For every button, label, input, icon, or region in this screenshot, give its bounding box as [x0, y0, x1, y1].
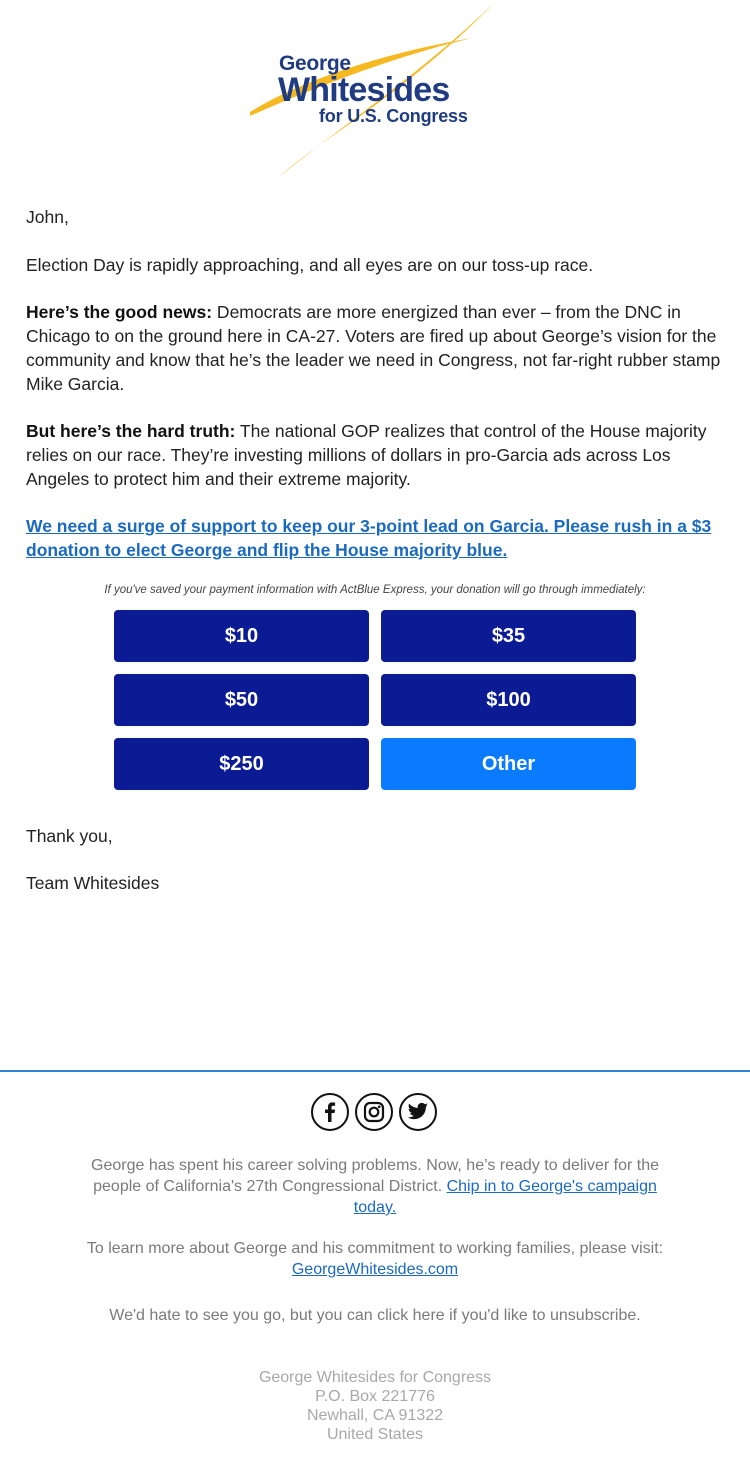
- twitter-icon[interactable]: [399, 1093, 437, 1131]
- logo-last-name: Whitesides: [278, 71, 450, 109]
- facebook-icon[interactable]: [311, 1093, 349, 1131]
- actblue-express-note: If you've saved your payment information with ActBlue Express, your donation will go through immediately:: [104, 584, 646, 596]
- footer-divider: [0, 1070, 750, 1072]
- address-line-city: Newhall, CA 91322: [306, 1407, 444, 1424]
- footer-about: [0, 1155, 750, 1218]
- donate-250-button[interactable]: $250: [114, 738, 369, 790]
- address-line-po: P.O. Box 221776: [315, 1388, 435, 1405]
- paragraph-good-news: [26, 300, 726, 396]
- unsubscribe-text[interactable]: We'd hate to see you go, but you can click here if you'd like to unsubscribe.: [109, 1307, 641, 1324]
- website-link[interactable]: GeorgeWhitesides.com: [291, 1261, 459, 1278]
- donate-100-button[interactable]: $100: [381, 674, 636, 726]
- campaign-logo: [240, 0, 510, 180]
- logo-first-name: George: [279, 52, 351, 75]
- donate-other-button[interactable]: Other: [381, 738, 636, 790]
- footer-learn-text: To learn more about George and his commitment to working families, please visit:: [86, 1240, 664, 1257]
- address-line-org: George Whitesides for Congress: [258, 1369, 492, 1386]
- donate-10-button[interactable]: $10: [114, 610, 369, 662]
- good-news-heading: Here’s the good news:: [26, 302, 213, 322]
- logo-tagline: for U.S. Congress: [319, 106, 468, 126]
- hard-truth-text: The national GOP realizes that control of the House majority relies on our race. They’re investing millions of dollars in pro-Garcia ads across Los Angeles to protect him and their extreme majority.: [26, 421, 707, 489]
- hard-truth-heading: But here’s the hard truth:: [26, 421, 236, 441]
- donation-cta-link[interactable]: We need a surge of support to keep our 3-point lead on Garcia. Please rush in a $3 donation to elect George and flip the House majority blue.: [26, 516, 712, 560]
- mailing-address: [0, 1368, 750, 1444]
- greeting: John,: [26, 207, 69, 227]
- footer-learn-more: [0, 1238, 750, 1280]
- paragraph-intro: Election Day is rapidly approaching, and all eyes are on our toss-up race.: [26, 255, 594, 275]
- signature: Team Whitesides: [26, 873, 160, 893]
- good-news-text: Democrats are more energized than ever – from the DNC in Chicago to on the ground here in CA-27. Voters are fired up about George’s vision for the community and know that he’s the leader we need in Congress, not far-right rubber stamp Mike Garcia.: [26, 302, 721, 394]
- address-line-country: United States: [326, 1426, 424, 1443]
- closing: Thank you,: [26, 826, 113, 846]
- donate-50-button[interactable]: $50: [114, 674, 369, 726]
- instagram-icon[interactable]: [355, 1093, 393, 1131]
- chip-in-link[interactable]: Chip in to George's campaign today.: [353, 1178, 657, 1216]
- donate-35-button[interactable]: $35: [381, 610, 636, 662]
- paragraph-hard-truth: [26, 419, 726, 491]
- footer-about-text: George has spent his career solving problems. Now, he’s ready to deliver for the people of California's 27th Congressional District.: [91, 1157, 659, 1195]
